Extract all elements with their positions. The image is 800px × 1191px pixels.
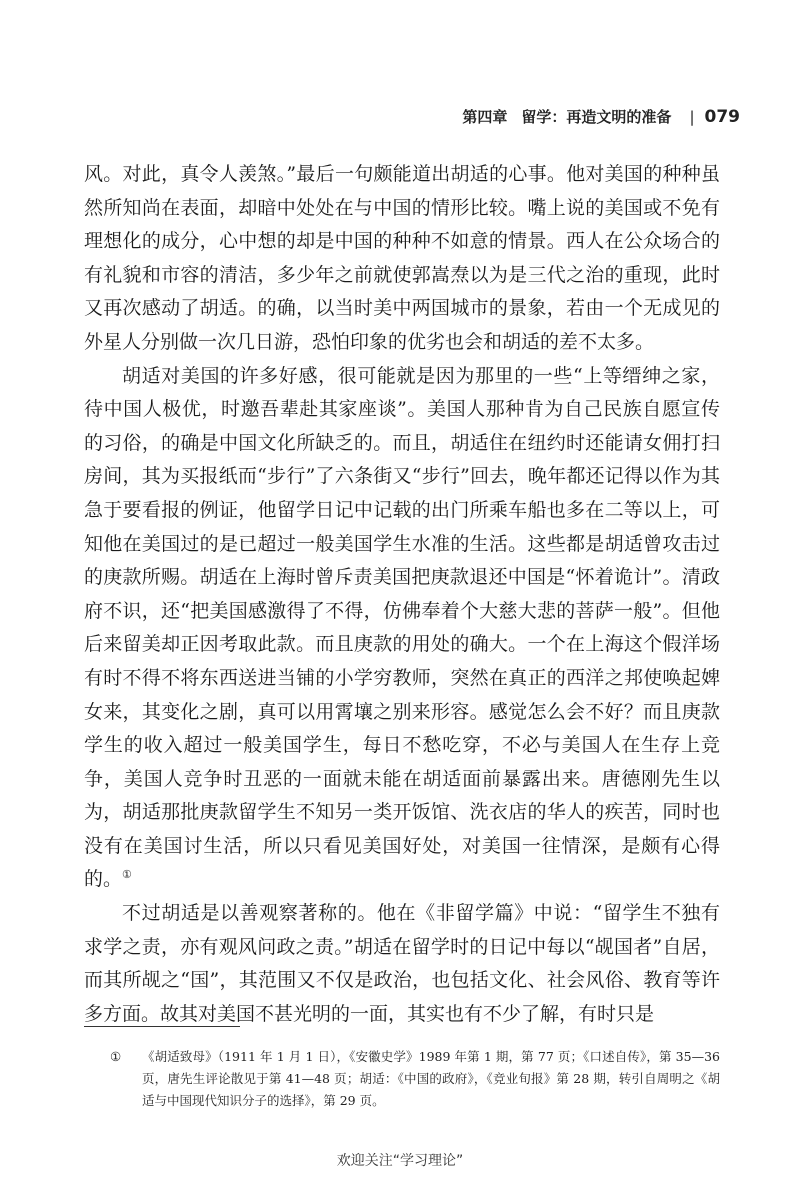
chapter-title: 留学：再造文明的准备 [521,108,672,126]
footnote-divider [84,1026,240,1027]
paragraph [84,360,720,898]
footnote-mark: ① [110,1049,122,1064]
footnote [112,1046,720,1112]
page-number: 079 [704,106,740,127]
paragraph: 风。对此，真令人羡煞。”最后一句颇能道出胡适的心事。他对美国的种种虽然所知尚在表面，却暗中处处在与中国的情形比较。嘴上说的美国或不免有理想化的成分，心中想的却是中国的种种不如意的情景。西人在公众场合的有礼貌和市容的清洁，多少年之前就使郭嵩焘以为是三代之治的重现，此时又再次感动了胡适。的确，以当时美中两国城市的景象，若由一个无成见的外星人分别做一次几日游，恐怕印象的优劣也会和胡适的差不太多。 [84,163,720,353]
paragraph-text: 胡适对美国的许多好感，很可能就是因为那里的一些“上等缙绅之家，待中国人极优，时邀吾辈赴其家座谈”。美国人那种肯为自己民族自愿宣传的习俗，的确是中国文化所缺乏的。而且，胡适住在纽约时还能请女佣打扫房间，其为买报纸而“步行”了六条街又“步行”回去，晚年都还记得以作为其急于要看报的例证，他留学日记中记载的出门所乘车船也多在二等以上，可知他在美国过的是已超过一般美国学生水准的生活。这些都是胡适曾攻击过的庚款所赐。胡适在上海时曾斥责美国把庚款退还中国是“怀着诡计”。清政府不识，还“把美国感激得了不得，仿佛奉着个大慈大悲的菩萨一般”。但他后来留美却正因考取此款。而且庚款的用处的确大。一个在上海这个假洋场有时不得不将东西送进当铺的小学穷教师，突然在真正的西洋之邦使唤起婢女来，其变化之剧，真可以用霄壤之别来形容。感觉怎么会不好？而且庚款学生的收入超过一般美国学生，每日不愁吃穿，不必与美国人在生存上竞争，美国人竞争时丑恶的一面就未能在胡适面前暴露出来。唐德刚先生以为，胡适那批庚款留学生不知另一类开饭馆、洗衣店的华人的疾苦，同时也没有在美国讨生活，所以只看见美国好处，对美国一往情深，是颇有心得的。 [84,364,720,891]
footnote-ref[interactable]: ① [122,868,132,882]
chapter-label: 第四章 [462,108,508,126]
bottom-note: 欢迎关注“学习理论” [336,1153,464,1169]
header-separator: | [689,107,695,126]
paragraph: 不过胡适是以善观察著称的。他在《非留学篇》中说：“留学生不独有求学之责，亦有观风问政之责。”胡适在留学时的日记中每以“觇国者”自居，而其所觇之“国”，其范围又不仅是政治，也包括文化、社会风俗、教育等许多方面。故其对美国不甚光明的一面，其实也有不少了解，有时只是 [84,902,720,1025]
footnote-text: 《胡适致母》（1911 年 1 月 1 日），《安徽史学》1989 年第 1 期，第 77 页；《口述自传》，第 35—36 页，唐先生评论散见于第 41—48 页；胡适：《中国的政府》，《竞业旬报》第 28 期，转引自周明之《胡适与中国现代知识分子的选择》，第 29 页。 [142,1049,720,1108]
body-text [84,158,720,1031]
running-head [462,106,740,127]
